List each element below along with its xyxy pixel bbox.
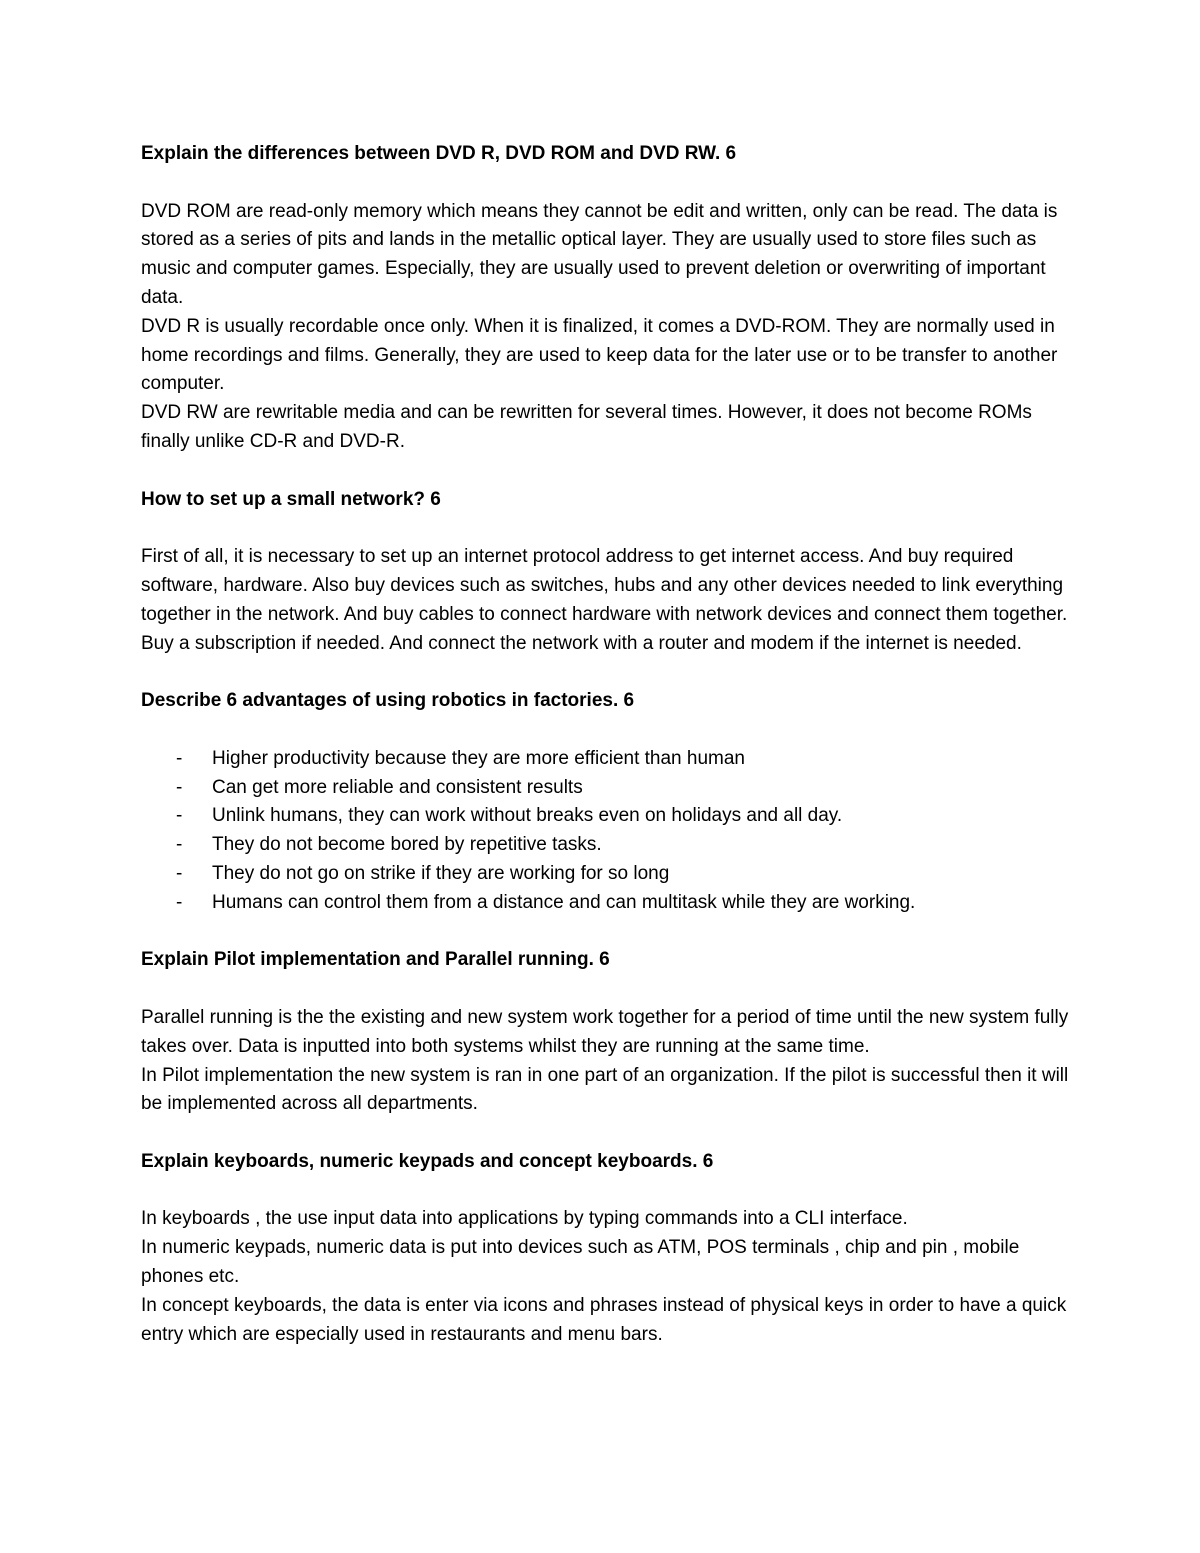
list-item (141, 860, 1081, 889)
bullet-dash: - (176, 747, 183, 769)
list-item (141, 831, 1081, 860)
section-title: Explain the differences between DVD R, DVD ROM and DVD RW. 6 (141, 143, 737, 164)
advantages-list (141, 745, 1081, 918)
list-item-text: They do not go on strike if they are working for so long (212, 862, 670, 884)
section-network (141, 486, 1081, 659)
bullet-dash: - (176, 891, 183, 913)
section-keyboards (141, 1148, 1081, 1350)
section-implementation (141, 946, 1081, 1119)
paragraph: First of all, it is necessary to set up an internet protocol address to get internet access. And buy required software, hardware. Also buy devices such as switches, hubs and any other devices needed to link everything together in the network. And buy cables to connect hardware with network devices and connect them together. Buy a subscription if needed. And connect the network with a router and modem if the internet is needed. (141, 546, 1068, 654)
list-item (141, 802, 1081, 831)
list-item (141, 774, 1081, 803)
bullet-dash: - (176, 805, 183, 827)
list-item (141, 889, 1081, 918)
bullet-dash: - (176, 862, 183, 884)
paragraph: In numeric keypads, numeric data is put into devices such as ATM, POS terminals , chip and pin , mobile phones etc. (141, 1237, 1020, 1288)
paragraph: In Pilot implementation the new system is ran in one part of an organization. If the pilot is successful then it will be implemented across all departments. (141, 1064, 1069, 1115)
paragraph: Parallel running is the the existing and new system work together for a period of time until the new system fully takes over. Data is inputted into both systems whilst they are running at the same time. (141, 1006, 1069, 1057)
section-title: How to set up a small network? 6 (141, 488, 441, 510)
list-item-text: They do not become bored by repetitive tasks. (212, 834, 602, 856)
paragraph: In keyboards , the use input data into applications by typing commands into a CLI interface. (141, 1208, 908, 1230)
section-dvd (141, 140, 1081, 457)
section-title: Describe 6 advantages of using robotics in factories. 6 (141, 690, 635, 712)
list-item-text: Higher productivity because they are more efficient than human (212, 747, 746, 769)
paragraph: DVD ROM are read-only memory which means they cannot be edit and written, only can be read. The data is stored as a series of pits and lands in the metallic optical layer. They are usually used to store files such as music and computer games. Especially, they are usually used to prevent deletion or overwriting of important data. (141, 200, 1058, 308)
list-item-text: Unlink humans, they can work without breaks even on holidays and all day. (212, 805, 843, 827)
paragraph: In concept keyboards, the data is enter via icons and phrases instead of physical keys in order to have a quick entry which are especially used in restaurants and menu bars. (141, 1294, 1067, 1345)
list-item-text: Humans can control them from a distance and can multitask while they are working. (212, 891, 916, 913)
list-item (141, 745, 1081, 774)
bullet-dash: - (176, 834, 183, 856)
section-title: Explain keyboards, numeric keypads and concept keyboards. 6 (141, 1150, 714, 1172)
list-item-text: Can get more reliable and consistent results (212, 776, 583, 798)
document-page (141, 140, 1081, 1378)
bullet-dash: - (176, 776, 183, 798)
section-robotics (141, 687, 1081, 917)
paragraph: DVD RW are rewritable media and can be rewritten for several times. However, it does not become ROMs finally unlike CD-R and DVD-R. (141, 402, 1032, 452)
section-title: Explain Pilot implementation and Parallel running. 6 (141, 949, 610, 971)
paragraph: DVD R is usually recordable once only. When it is finalized, it comes a DVD-ROM. They are normally used in home recordings and films. Generally, they are used to keep data for the later use or to be transfer to another computer. (141, 315, 1058, 395)
